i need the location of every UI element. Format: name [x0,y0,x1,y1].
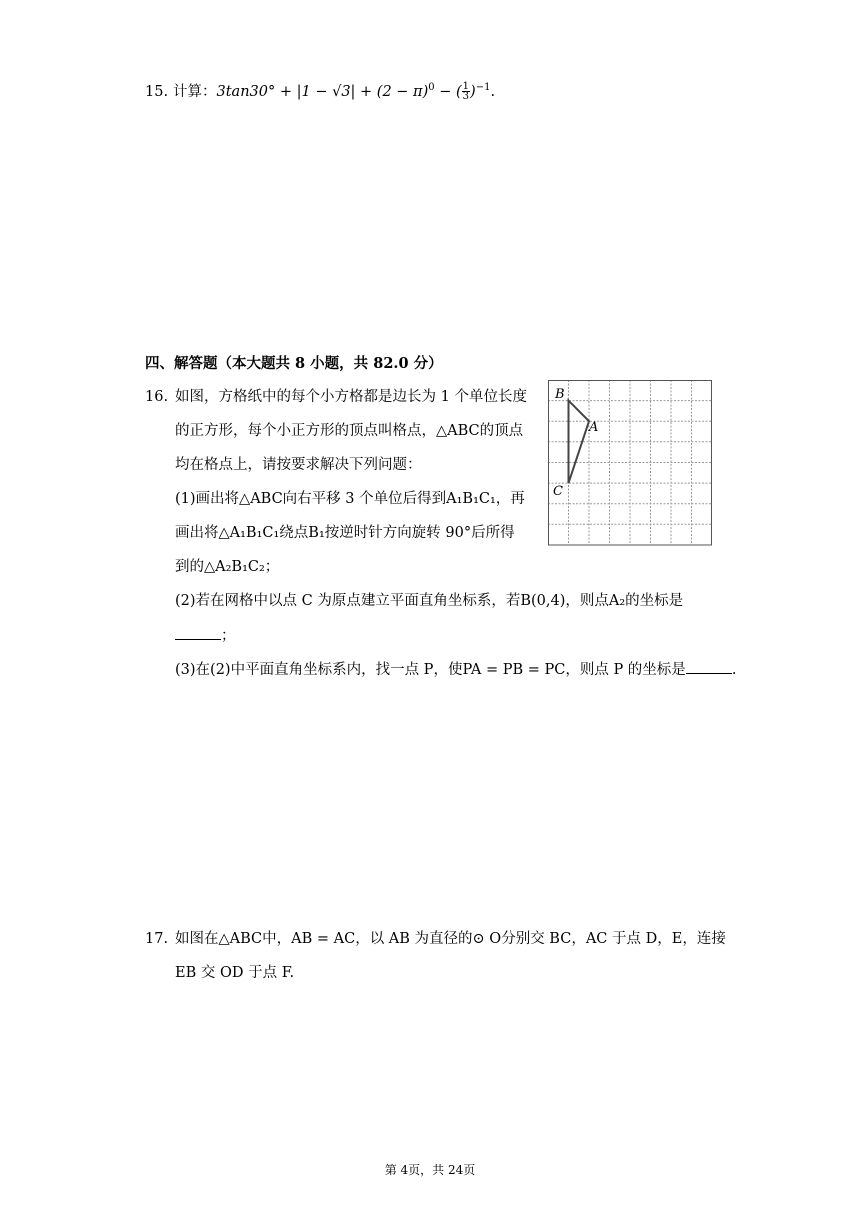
q15-expression-part3: ) [470,83,476,100]
q16-line-5: 画出将△A₁B₁C₁绕点B₁按逆时针方向旋转 90°后所得 [175,525,515,541]
q17-line-1: 如图在△ABC中，AB = AC，以 AB 为直径的⊙ O分别交 BC，AC 于点 D，E，连接 [175,931,726,947]
q16-line-9-end: . [731,662,737,678]
q16-line-8-end: ； [221,628,236,644]
q16-line-1: 如图，方格纸中的每个小方格都是边长为 1 个单位长度 [175,389,527,405]
q15-expression-part2: − ( [434,83,462,100]
q16-line-8 [175,625,236,646]
page-footer: 第 4页，共 24页 [384,1163,476,1177]
answer-blank [686,659,732,674]
q15-exponent-neg1: −1 [475,82,491,93]
section-heading: 四、解答题（本大题共 8 小题，共 82.0 分） [145,355,443,372]
q16-line-7: (2)若在网格中以点 C 为原点建立平面直角坐标系，若B(0,4)，则点A₂的坐标是 [175,593,684,609]
fraction-denominator: 3 [462,91,470,103]
fraction-numerator: 1 [462,81,470,93]
grid-figure [548,380,714,548]
q15-exponent-zero: 0 [428,82,435,93]
q16-line-2: 的正方形，每个小正方形的顶点叫格点，△ABC的顶点 [175,423,524,439]
q17-line-2: EB 交 OD 于点 F. [175,965,295,981]
q16-line-3: 均在格点上，请按要求解决下列问题： [175,457,422,473]
q15-end: . [490,83,496,100]
question-15 [145,78,495,102]
vertex-label-b: B [555,387,565,402]
question-17-number: 17. [145,931,169,947]
q16-line-9 [175,659,736,680]
vertex-label-a: A [589,420,599,435]
q16-line-4: (1)画出将△ABC向右平移 3 个单位后得到A₁B₁C₁，再 [175,491,525,507]
q15-fraction [462,82,470,101]
q15-expression-part1: 3tan30° + |1 − √3| + (2 − π) [216,83,429,100]
q16-line-9-text: (3)在(2)中平面直角坐标系内，找一点 P，使PA = PB = PC，则点 P 的坐标是 [175,662,686,678]
triangle-abc [569,401,590,484]
question-number: 15. [145,83,169,100]
question-16-number: 16. [145,389,169,405]
q16-line-6: 到的△A₂B₁C₂； [175,559,280,575]
vertex-label-c: C [553,484,563,499]
q15-label: 计算： [173,83,217,100]
answer-blank [175,625,221,640]
